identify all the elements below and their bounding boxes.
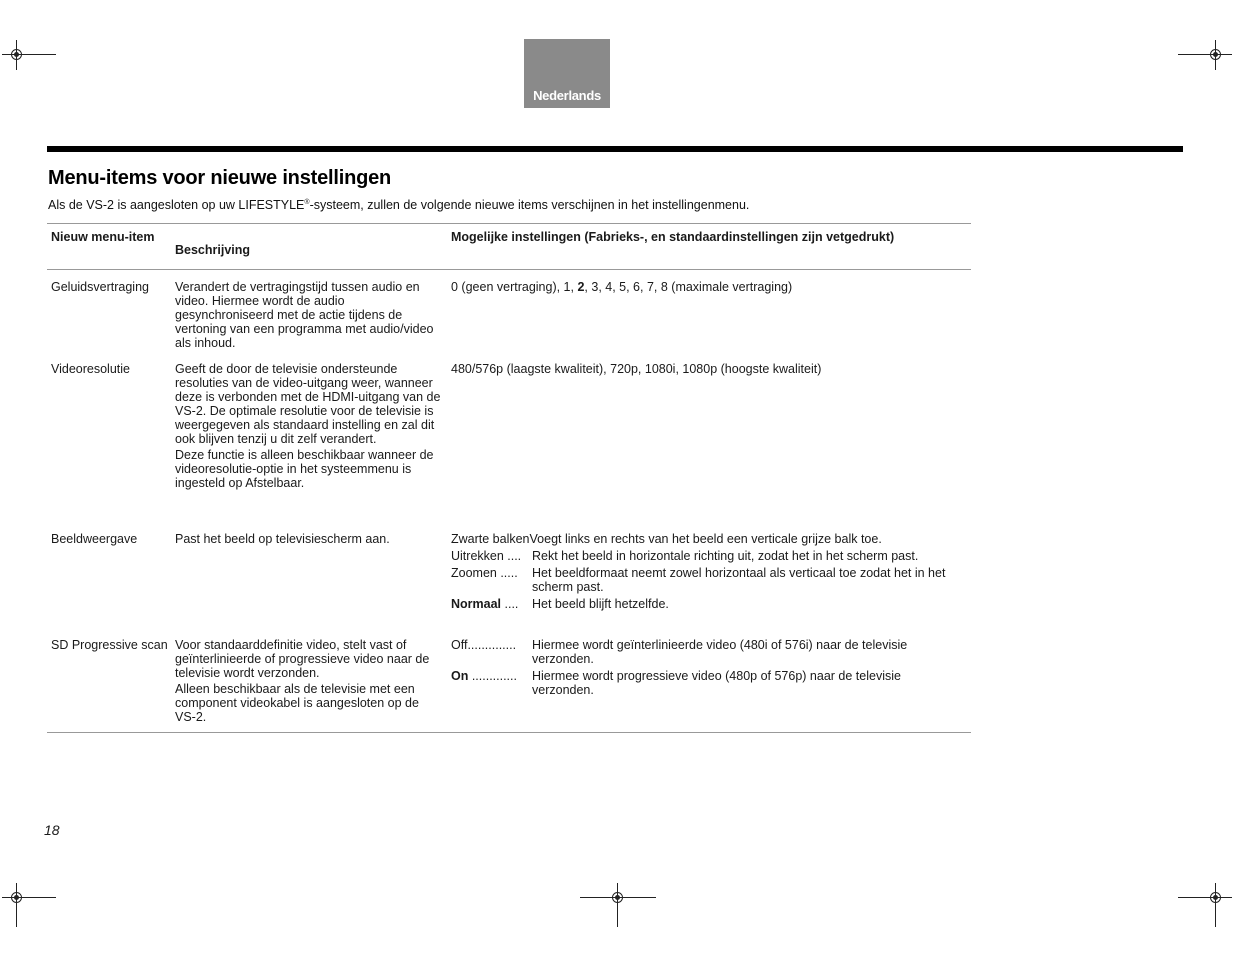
table-row [47, 628, 971, 732]
option-value: Hiermee wordt progressieve video (480p of 576p) naar de televisie verzonden. [532, 669, 901, 697]
row-description [175, 280, 449, 352]
table-header [47, 224, 971, 270]
option-key: Uitrekken .... [451, 549, 522, 563]
option-key-bold: On [451, 669, 469, 683]
header-settings: Mogelijke instellingen (Fabrieks-, en standaardinstellingen zijn vetgedrukt) [451, 230, 895, 244]
option-key-bold: Normaal [451, 597, 502, 611]
registration-mark-bottom-center [580, 883, 656, 927]
row-settings [449, 280, 971, 352]
settings-default: 2 [577, 280, 585, 294]
option-line [451, 549, 971, 563]
option-key-dots: ............. [468, 669, 517, 683]
settings-text: , 3, 4, 5, 6, 7, 8 (maximale vertraging) [584, 280, 793, 294]
option-value: Rekt het beeld in horizontale richting uit, zodat het in het scherm past. [532, 549, 919, 563]
option-key [451, 597, 532, 611]
table-row [47, 270, 971, 352]
settings-text: 0 (geen vertraging), 1, [451, 280, 578, 294]
intro-text [48, 198, 749, 212]
description-paragraph: Alleen beschikbaar als de televisie met een component videokabel is aangesloten op de VS-2. [175, 682, 419, 724]
option-line [451, 669, 971, 697]
row-description [175, 532, 449, 628]
row-description [175, 638, 449, 732]
row-item: Geluidsvertraging [51, 280, 149, 294]
registered-mark: ® [304, 198, 310, 206]
table-row [47, 522, 971, 628]
option-key: Zoomen ..... [451, 566, 518, 580]
description-paragraph: Deze functie is alleen beschikbaar wanneer de videoresolutie-optie in het systeemmenu is ingesteld op Afstelbaar. [175, 448, 434, 490]
top-rule [47, 146, 1183, 152]
option-value: Het beeldformaat neemt zowel horizontaal als verticaal toe zodat het in het scherm past. [532, 566, 946, 594]
option-line [451, 566, 971, 594]
description-paragraph: Voor standaarddefinitie video, stelt vast of geïnterlinieerde of progressieve video naar de televisie wordt verzonden. [175, 638, 430, 680]
row-settings: 480/576p (laagste kwaliteit), 720p, 1080i, 1080p (hoogste kwaliteit) [451, 362, 822, 376]
registration-mark-top-right [1178, 40, 1232, 70]
row-settings [449, 638, 971, 732]
header-item: Nieuw menu-item [51, 230, 155, 244]
row-item: Beeldweergave [51, 532, 138, 546]
row-item: Videoresolutie [51, 362, 130, 376]
header-description: Beschrijving [175, 243, 251, 257]
option-line [451, 532, 971, 546]
option-line [451, 597, 971, 611]
option-value: Voegt links en rechts van het beeld een verticale grijze balk toe. [529, 532, 882, 546]
row-settings [449, 532, 971, 628]
registration-mark-bottom-right [1178, 883, 1232, 927]
row-item: SD Progressive scan [51, 638, 168, 652]
option-key [451, 669, 532, 697]
description-paragraph: Past het beeld op televisiescherm aan. [175, 532, 390, 546]
settings-table [47, 223, 971, 733]
option-line [451, 638, 971, 666]
option-value: Hiermee wordt geïnterlinieerde video (480i of 576i) naar de televisie verzonden. [532, 638, 908, 666]
option-value: Het beeld blijft hetzelfde. [532, 597, 669, 611]
description-paragraph: Verandert de vertragingstijd tussen audio en video. Hiermee wordt de audio gesynchroniseerd met de actie tijdens de vertoning van een programma met audio/video als inhoud. [175, 280, 434, 350]
intro-after: -systeem, zullen de volgende nieuwe items verschijnen in het instellingenmenu. [309, 198, 750, 212]
table-row [47, 352, 971, 522]
row-description [175, 362, 449, 522]
option-key: Zwarte balken [451, 532, 530, 546]
registration-mark-top-left [2, 40, 56, 70]
description-paragraph: Geeft de door de televisie ondersteunde resoluties van de video-uitgang weer, wanneer deze is verbonden met de HDMI-uitgang van de VS-2. De optimale resolutie voor de televisie is weergegeven als standaard instelling en zal dit ook blijven tenzij u dit zelf verandert. [175, 362, 441, 446]
option-key: Off.............. [451, 638, 517, 652]
page-title: Menu-items voor nieuwe instellingen [48, 167, 392, 189]
language-tab: Nederlands [524, 39, 610, 108]
registration-mark-bottom-left [2, 883, 56, 927]
page-number: 18 [44, 822, 60, 838]
intro-before: Als de VS-2 is aangesloten op uw LIFESTYLE [48, 198, 305, 212]
option-key-dots: .... [501, 597, 519, 611]
